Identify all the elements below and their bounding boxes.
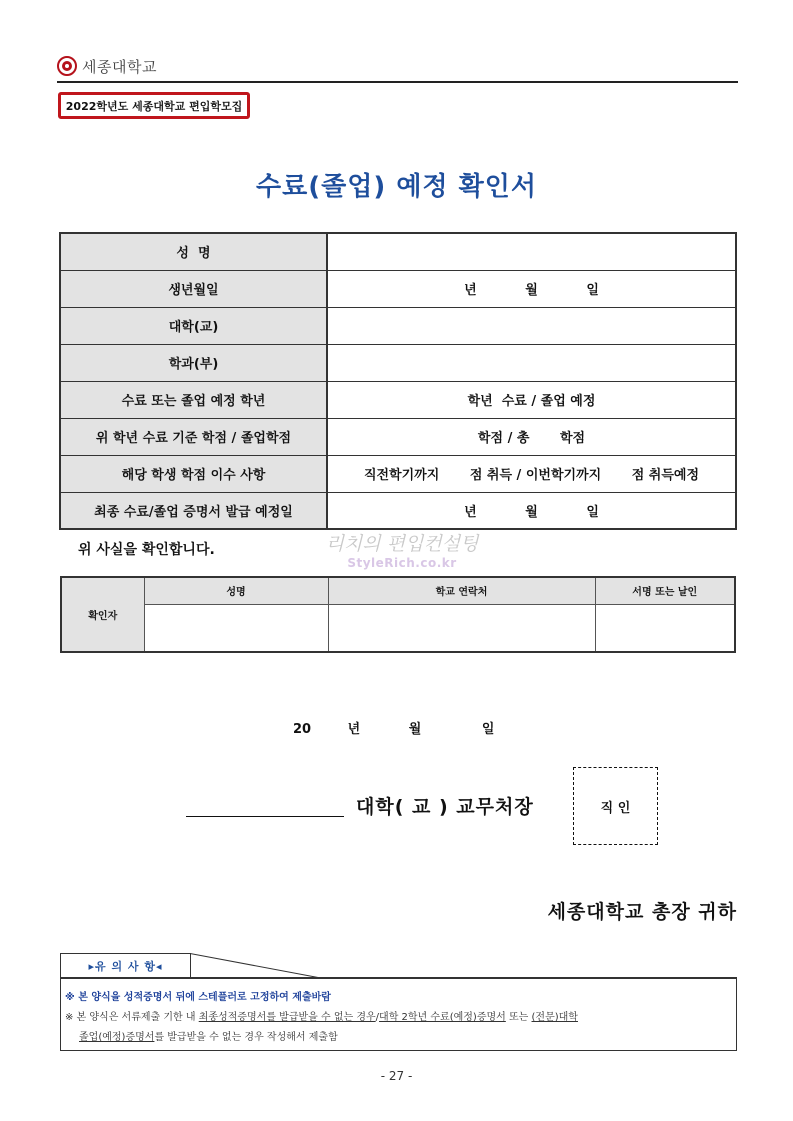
notice-underlined: 대학 2학년 수료(예정)증명서	[379, 1012, 506, 1023]
form-row-expected-year	[60, 381, 736, 418]
day-unit: 일	[481, 722, 495, 737]
confirmer-header-signature: 서명 또는 날인	[595, 577, 735, 604]
certificate-form-table	[59, 232, 737, 530]
form-label: 생년월일	[60, 270, 327, 307]
confirmer-header-contact: 학교 연락처	[328, 577, 595, 604]
notice-tab	[60, 953, 256, 978]
confirmer-table	[60, 576, 736, 653]
month-unit: 월	[408, 722, 422, 737]
year-prefix: 20	[293, 722, 312, 737]
expected-year-field[interactable]: 학년 수료 / 졸업 예정	[327, 381, 736, 418]
university-field[interactable]	[327, 307, 736, 344]
day-unit: 일	[586, 283, 599, 298]
form-row-issue-date	[60, 492, 736, 529]
watermark	[322, 535, 482, 569]
official-seal-box	[573, 767, 658, 845]
page-title: 수료(졸업) 예정 확인서	[256, 172, 537, 202]
confirmer-name-field[interactable]	[144, 604, 328, 652]
total-credit-unit: 학점	[559, 431, 586, 446]
form-label: 학과(부)	[60, 344, 327, 381]
month-unit: 월	[525, 283, 538, 298]
day-unit: 일	[586, 504, 599, 520]
notice-box	[60, 977, 737, 1051]
year-unit: 년	[464, 504, 477, 520]
form-row-name	[60, 233, 736, 270]
department-field[interactable]	[327, 344, 736, 381]
notice-underlined: 최종성적증명서를 발급받을 수 없는 경우	[198, 1012, 376, 1023]
addressee: 세종대학교 총장 귀하	[547, 901, 737, 923]
credit-standard-field[interactable]	[327, 418, 736, 455]
confirmer-header-name: 성명	[144, 577, 328, 604]
form-label: 위 학년 수료 기준 학점 / 졸업학점	[60, 418, 327, 455]
notice-text: /	[375, 1012, 380, 1023]
logo-text: 세종대학교	[82, 57, 157, 76]
header-rule	[57, 81, 738, 83]
notice-line-3	[65, 1028, 732, 1048]
expected-text: 점 취득예정	[631, 468, 700, 483]
notice-underlined: (전문)대학	[531, 1012, 578, 1023]
notice-text: ※ 본 양식은 서류제출 기한 내	[65, 1012, 199, 1023]
notice-tab-label: ▸유 의 사 항◂	[60, 953, 191, 978]
year-unit: 년	[464, 283, 477, 298]
notice-text: 를 발급받을 수 없는 경우 작성해서 제출함	[154, 1032, 338, 1043]
form-row-birthdate	[60, 270, 736, 307]
issue-date-field[interactable]	[327, 492, 736, 529]
issue-date-line	[293, 718, 494, 737]
form-row-credit-status	[60, 455, 736, 492]
prev-term-text: 직전학기까지	[363, 468, 440, 483]
form-row-university	[60, 307, 736, 344]
confirm-statement: 위 사실을 확인합니다.	[78, 542, 215, 558]
notice-line-2	[65, 1008, 732, 1028]
year-unit: 년	[347, 722, 361, 737]
credit-status-field[interactable]	[327, 455, 736, 492]
birthdate-field[interactable]	[327, 270, 736, 307]
watermark-line2: StyleRich.co.kr	[347, 556, 457, 570]
this-term-text: 점 취득 / 이번학기까지	[469, 468, 602, 483]
confirmer-label: 확인자	[61, 577, 144, 652]
form-label: 최종 수료/졸업 증명서 발급 예정일	[60, 492, 327, 529]
form-label: 대학(교)	[60, 307, 327, 344]
notice-tab-slant	[190, 953, 320, 978]
university-logo	[57, 54, 157, 78]
confirmer-input-row	[61, 604, 735, 652]
form-row-credit-standard	[60, 418, 736, 455]
admission-badge: 2022학년도 세종대학교 편입학모집	[58, 92, 250, 119]
seal-label: 직 인	[600, 800, 631, 816]
page-number: - 27 -	[380, 1069, 413, 1083]
month-unit: 월	[525, 504, 538, 520]
university-name-blank[interactable]	[186, 816, 344, 817]
form-row-department	[60, 344, 736, 381]
confirmer-header-row	[61, 577, 735, 604]
form-label: 성 명	[60, 233, 327, 270]
notice-line-1: ※ 본 양식을 성적증명서 뒤에 스테플러로 고정하여 제출바람	[65, 992, 331, 1003]
university-emblem-icon	[57, 56, 77, 76]
form-label: 수료 또는 졸업 예정 학년	[60, 381, 327, 418]
notice-text: 또는	[505, 1012, 532, 1023]
notice-underlined: 졸업(예정)증명서	[79, 1032, 155, 1043]
credit-unit: 학점 / 총	[477, 431, 530, 446]
watermark-line1: 리치의 편입컨설팅	[325, 533, 479, 555]
confirmer-signature-field[interactable]	[595, 604, 735, 652]
name-field[interactable]	[327, 233, 736, 270]
confirmer-contact-field[interactable]	[328, 604, 595, 652]
academic-affairs-dean: 대학( 교 ) 교무처장	[356, 796, 534, 818]
form-label: 해당 학생 학점 이수 사항	[60, 455, 327, 492]
